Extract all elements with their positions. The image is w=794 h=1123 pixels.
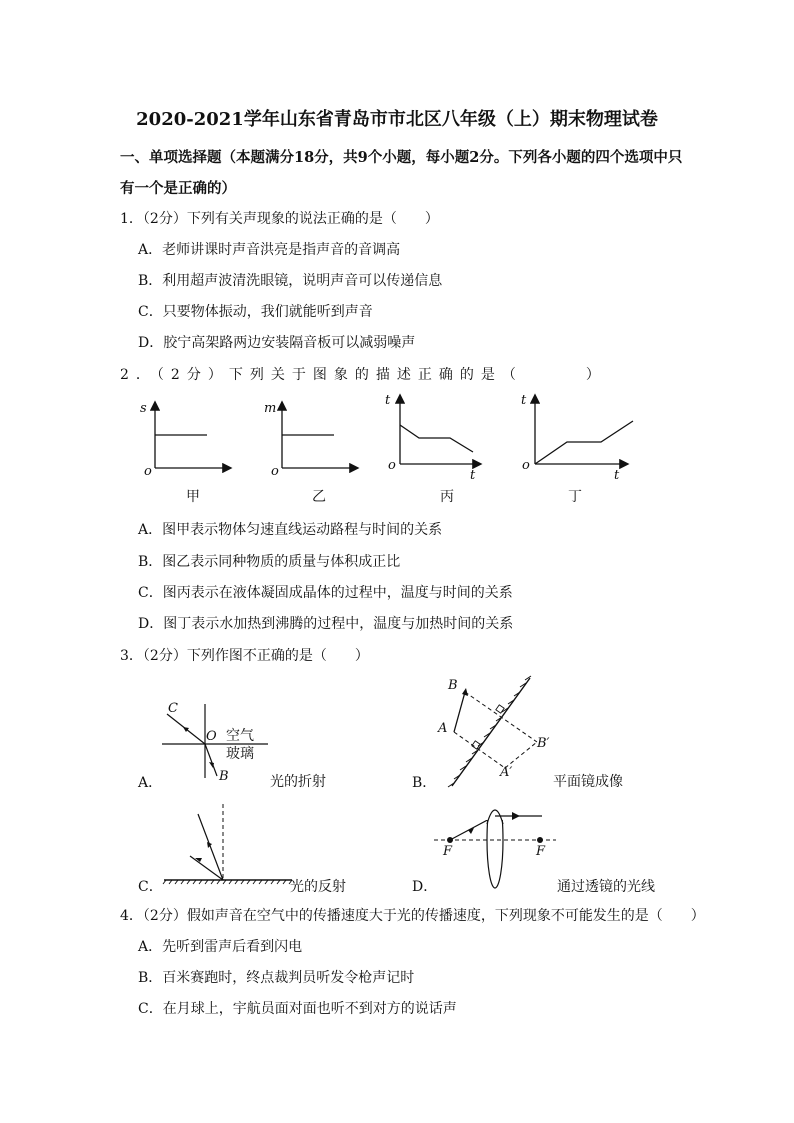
fig-d-label-f-left: F [443, 844, 453, 859]
fig-a-label-c: C [168, 701, 178, 716]
fig-d-caption: 通过透镜的光线 [557, 879, 655, 895]
graph-line [400, 425, 473, 452]
question-4-stem: 4．（2分）假如声音在空气中的传播速度大于光的传播速度，下列现象不可能发生的是（ ） [120, 908, 705, 924]
mirror-hatching [448, 676, 531, 787]
question-1-option-a: A．老师讲课时声音洪亮是指声音的音调高 [138, 242, 401, 258]
graph-ding-x-label: t [614, 468, 620, 483]
section-heading-line2: 有一个是正确的） [120, 180, 236, 197]
lens-top [487, 810, 503, 824]
figure-reflection [160, 800, 300, 890]
question-4-option-b: B．百米赛跑时，终点裁判员听发令枪声记时 [138, 970, 415, 986]
object-ab [454, 692, 465, 732]
fig-b-label-a-prime: A′ [500, 765, 513, 780]
fig-d-label-f-right: F [536, 844, 546, 859]
graph-jia-y-label: s [140, 401, 147, 416]
fig-a-caption: 光的折射 [270, 774, 326, 790]
graph-bing-y-label: t [385, 393, 391, 408]
graph-bing-origin: o [388, 458, 396, 473]
graph-jia-caption: 甲 [186, 489, 200, 505]
fig-b-label-b-prime: B′ [537, 736, 550, 751]
question-4-option-a: A．先听到雷声后看到闪电 [138, 939, 303, 955]
question-4-option-c: C．在月球上，宇航员面对面也听不到对方的说话声 [138, 1001, 457, 1017]
fig-c-caption: 光的反射 [290, 879, 346, 895]
graph-bing-x-label: t [470, 468, 476, 483]
graph-yi-origin: o [271, 464, 279, 479]
graph-bing-caption: 丙 [440, 489, 454, 505]
fig-a-glass-label: 玻璃 [226, 746, 254, 762]
page-title: 2020-2021学年山东省青岛市市北区八年级（上）期末物理试卷 [136, 109, 658, 130]
graph-yi-y-label: m [264, 401, 277, 416]
fig-a-label-o: O [206, 729, 217, 744]
figure-lens-top [430, 800, 560, 824]
graph-line [535, 421, 633, 464]
question-2-option-a: A．图甲表示物体匀速直线运动路程与时间的关系 [138, 522, 443, 538]
fig-b-label-a: A [438, 721, 448, 736]
graph-ding-caption: 丁 [568, 489, 582, 505]
question-1-stem: 1．（2分）下列有关声现象的说法正确的是（ ） [120, 211, 439, 227]
question-1-option-d: D．胶宁高架路两边安装隔音板可以减弱噪声 [138, 335, 416, 351]
question-2-option-c: C．图丙表示在液体凝固成晶体的过程中，温度与时间的关系 [138, 585, 513, 601]
question-3-stem: 3．（2分）下列作图不正确的是（ ） [120, 648, 369, 664]
graph-yi-caption: 乙 [312, 489, 326, 505]
graph-ding-y-label: t [521, 393, 527, 408]
refracted-arrow [512, 812, 520, 820]
graph-ding-origin: o [522, 458, 530, 473]
question-2-option-d: D．图丁表示水加热到沸腾的过程中，温度与加热时间的关系 [138, 616, 514, 632]
fig-a-air-label: 空气 [226, 728, 254, 744]
convex-lens [487, 820, 503, 888]
dashed-a-line [454, 732, 505, 768]
question-1-option-c: C．只要物体振动，我们就能听到声音 [138, 304, 373, 320]
dashed-b-line [465, 692, 537, 742]
graph-jia-origin: o [144, 464, 152, 479]
refracted-ray [205, 744, 217, 776]
question-1-option-b: B．利用超声波清洗眼镜，说明声音可以传递信息 [138, 273, 443, 289]
fig-b-label-b: B [448, 678, 458, 693]
fig-d-letter: D． [412, 879, 438, 895]
fig-a-letter: A． [138, 775, 163, 791]
question-2-option-b: B．图乙表示同种物质的质量与体积成正比 [138, 554, 401, 570]
incident-ray [198, 814, 223, 880]
fig-c-letter: C． [138, 879, 163, 895]
fig-a-label-b: B [219, 769, 229, 784]
section-heading-line1: 一、单项选择题（本题满分18分，共9个小题，每小题2分。下列各小题的四个选项中只 [120, 149, 683, 166]
focal-point-right [537, 837, 543, 843]
fig-b-letter: B． [412, 775, 437, 791]
fig-b-caption: 平面镜成像 [553, 774, 623, 790]
graph-ding [515, 392, 645, 482]
question-2-stem: 2．（2分）下列关于图象的描述正确的是（ ） [120, 367, 607, 383]
